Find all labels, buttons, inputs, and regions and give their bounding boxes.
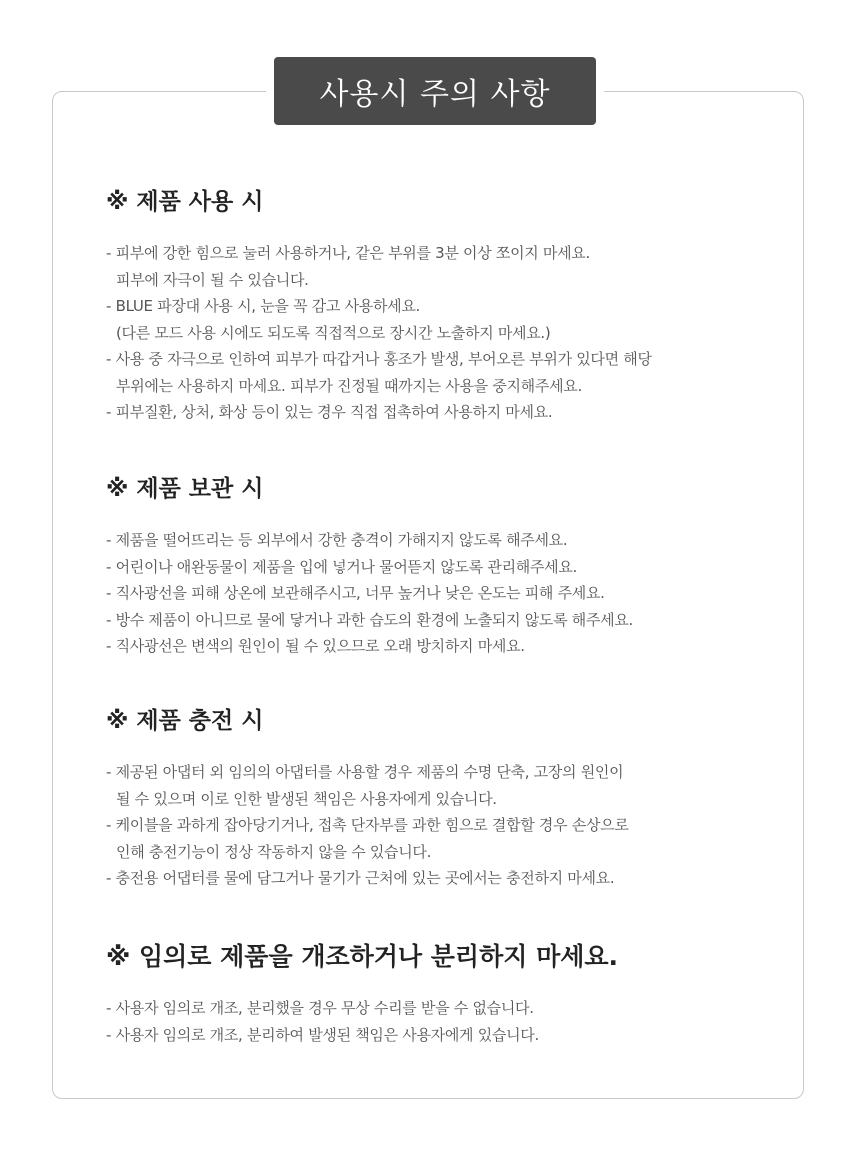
section-product-charging bbox=[106, 705, 786, 892]
caution-line: - 피부질환, 상처, 화상 등이 있는 경우 직접 접촉하여 사용하지 마세요. bbox=[106, 403, 553, 421]
caution-line: 될 수 있으며 이로 인한 발생된 책임은 사용자에게 있습니다. bbox=[116, 789, 497, 808]
caution-item bbox=[106, 240, 786, 293]
caution-line: - 제공된 아댑터 외 임의의 아댑터를 사용할 경우 제품의 수명 단축, 고장의 원인이 bbox=[106, 763, 624, 781]
caution-line: 피부에 자극이 될 수 있습니다. bbox=[116, 270, 309, 289]
caution-item bbox=[106, 527, 786, 554]
caution-line: - 피부에 강한 힘으로 눌러 사용하거나, 같은 부위를 3분 이상 쪼이지 마세요. bbox=[106, 244, 590, 262]
caution-line: - 사용자 임의로 개조, 분리했을 경우 무상 수리를 받을 수 없습니다. bbox=[106, 999, 534, 1017]
caution-item bbox=[106, 865, 786, 892]
section-product-use bbox=[106, 186, 786, 426]
caution-line: 부위에는 사용하지 마세요. 피부가 진정될 때까지는 사용을 중지해주세요. bbox=[116, 376, 582, 395]
caution-list bbox=[106, 995, 786, 1048]
caution-line: - 제품을 떨어뜨리는 등 외부에서 강한 충격이 가해지지 않도록 해주세요. bbox=[106, 531, 568, 549]
section-heading: ※ 제품 사용 시 bbox=[106, 189, 264, 215]
page-title bbox=[274, 57, 596, 125]
caution-item bbox=[106, 607, 786, 634]
section-heading: ※ 제품 보관 시 bbox=[106, 476, 264, 502]
section-heading: ※ 제품 충전 시 bbox=[106, 708, 264, 734]
caution-line: - 케이블을 과하게 잡아당기거나, 접촉 단자부를 과한 힘으로 결합할 경우 손상으로 bbox=[106, 816, 629, 834]
caution-item bbox=[106, 399, 786, 426]
caution-line: - 어린이나 애완동물이 제품을 입에 넣거나 물어뜯지 않도록 관리해주세요. bbox=[106, 557, 578, 576]
caution-item bbox=[106, 293, 786, 346]
caution-item bbox=[106, 812, 786, 865]
caution-line: - 방수 제품이 아니므로 물에 닿거나 과한 습도의 환경에 노출되지 않도록 해주세요. bbox=[106, 610, 634, 629]
caution-item bbox=[106, 580, 786, 607]
caution-line: (다른 모드 사용 시에도 되도록 직접적으로 장시간 노출하지 마세요.) bbox=[116, 323, 551, 342]
caution-line: - 사용 중 자극으로 인하여 피부가 따갑거나 홍조가 발생, 부어오른 부위가 있다면 해당 bbox=[106, 350, 652, 368]
caution-item bbox=[106, 633, 786, 660]
caution-line: - 직사광선은 변색의 원인이 될 수 있으므로 오래 방치하지 마세요. bbox=[106, 637, 525, 655]
caution-item bbox=[106, 759, 786, 812]
caution-line: - BLUE 파장대 사용 시, 눈을 꼭 감고 사용하세요. bbox=[106, 297, 420, 315]
caution-item bbox=[106, 1022, 786, 1049]
caution-item bbox=[106, 554, 786, 581]
caution-item bbox=[106, 346, 786, 399]
caution-line: - 사용자 임의로 개조, 분리하여 발생된 책임은 사용자에게 있습니다. bbox=[106, 1025, 539, 1044]
section-no-modification bbox=[106, 941, 786, 1048]
caution-line: - 충전용 어댑터를 물에 담그거나 물기가 근처에 있는 곳에서는 충전하지 마세요. bbox=[106, 869, 615, 887]
caution-line: 인해 충전기능이 정상 작동하지 않을 수 있습니다. bbox=[116, 842, 432, 861]
section-product-storage bbox=[106, 473, 786, 660]
caution-line: - 직사광선을 피해 상온에 보관해주시고, 너무 높거나 낮은 온도는 피해 주세요. bbox=[106, 584, 605, 602]
caution-list bbox=[106, 240, 786, 426]
section-heading: ※ 임의로 제품을 개조하거나 분리하지 마세요. bbox=[106, 942, 619, 971]
caution-item bbox=[106, 995, 786, 1022]
caution-list bbox=[106, 759, 786, 892]
caution-list bbox=[106, 527, 786, 660]
page-title-text: 사용시 주의 사항 bbox=[319, 77, 551, 112]
